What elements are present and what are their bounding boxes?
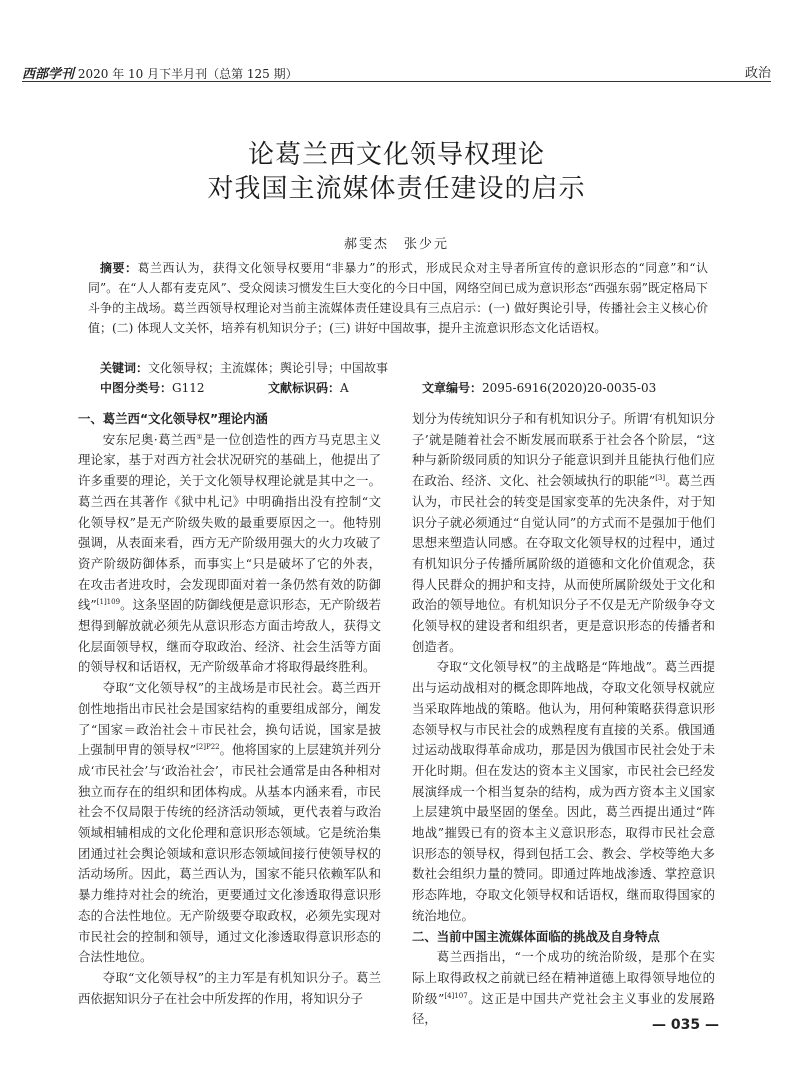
clc-number (100, 379, 205, 396)
doc-code (268, 379, 349, 396)
article-label: 文章编号： (422, 381, 483, 395)
footnote-marker: ① (196, 432, 203, 441)
article-value: 2095-6916(2020)20-0035-03 (482, 381, 657, 395)
citation-ref: [1]109 (96, 598, 121, 607)
paragraph: 葛兰西指出，“一个成功的统治阶级，是那个在实际上取得政权之前就已经在精神道德上取得领导地位的阶级”$^{[4]107}$。这正是中国共产党社会主义事业的发展路径， (412, 949, 715, 1027)
abstract-label: 摘要： (100, 261, 138, 275)
running-header (22, 59, 771, 83)
header-rule (22, 81, 771, 82)
paragraph: 夺取“文化领导权”的主战场是市民社会。葛兰西开创性地指出市民社会是国家结构的重要组成部分，阐发了“国家＝政治社会＋市民社会，换句话说，国家是披上强制甲胄的领导权”$^{[2]P22}$。他将国家的上层建筑并列分成‘市民社会’与‘政治社会’，市民社会通常是由各种相对独立而存在的组织和团体构成。从基本内涵来看，市民社会不仅局限于传统的经济活动领域，更代表着与政治领域相辅相成的文化伦理和意识形态领域。它是统治集团通过社会舆论领域和意识形态领域间接行使领导权的活动场所。因此，葛兰西认为，国家不能只依赖军队和暴力维持对社会的统治，更要通过文化渗透取得意识形态的合法性地位。无产阶级要夺取政权，必须先实现对市民社会的控制和领导，通过文化渗透取得意识形态的合法性地位。 (78, 680, 381, 965)
article-number (422, 379, 656, 396)
keywords-label: 关键词： (100, 361, 149, 375)
section-label: 政治 (744, 66, 771, 81)
right-column (412, 409, 715, 1030)
journal-masthead: 西部学刊 (22, 67, 75, 82)
title-line-1: 论葛兰西文化领导权理论 (247, 140, 545, 170)
paragraph: 划分为传统知识分子和有机知识分子。所谓‘有机知识分子’就是随着社会不断发展而联系于社会各个阶层，“这种与新阶级同质的知识分子能意识到并且能执行他们应在政治、经济、文化、社会领域执行的职能”[3]。葛兰西认为，市民社会的转变是国家变革的先决条件，对于知识分子就必须通过“自觉认同”的方式而不是强加于他们思想来塑造认同感。在夺取文化领导权的过程中，通过有机知识分子传播所属阶级的道德和文化价值观念，获得人民群众的拥护和支持，从而使所属阶级处于文化和政治的领导地位。有机知识分子不仅是无产阶级争夺文化领导权的建设者和组织者，更是意识形态的传播者和创造者。 (412, 411, 715, 654)
keywords (100, 358, 700, 378)
abstract (88, 258, 708, 338)
article-title (0, 138, 793, 206)
issue-info: 2020 年 10 月下半月刊（总第 125 期） (77, 67, 298, 81)
keywords-text: 文化领导权；主流媒体；舆论引导；中国故事 (148, 361, 389, 375)
doc-label: 文献标识码： (268, 381, 341, 395)
doc-value: A (340, 381, 349, 395)
paragraph: 夺取“文化领导权”的主战略是“阵地战”。葛兰西提出与运动战相对的概念即阵地战，夺取文化领导权就应当采取阵地战的策略。他认为，用何种策略获得意识形态领导权与市民社会的成熟程度有直接的关系。俄国通过运动战取得革命成功，那是因为俄国市民社会处于未开化时期。但在发达的资本主义国家，市民社会已经发展演绎成一个相当复杂的结构，成为西方资本主义国家上层建筑中最坚固的堡垒。因此，葛兰西提出通过“阵地战”摧毁已有的资本主义意识形态，取得市民社会意识形态的领导权，得到包括工会、教会、学校等绝大多数社会组织力量的赞同。即通过阵地战渗透、掌控意识形态阵地，夺取文化领导权和话语权，继而取得国家的统治地位。 (412, 659, 715, 923)
journal-issue-line (22, 63, 298, 82)
abstract-text: 葛兰西认为，获得文化领导权要用“非暴力”的形式，形成民众对主导者所宣传的意识形态的“同意”和“认同”。在“人人都有麦克风”、受众阅读习惯发生巨大变化的今日中国，网络空间已成为意识形态“西强东弱”既定格局下斗争的主战场。葛兰西领导权理论对当前主流媒体责任建设具有三点启示：(一) 做好舆论引导，传播社会主义核心价值；(二) 体现人文关怀，培养有机知识分子；(三) 讲好中国故事，提升主流意识形态文化话语权。 (88, 261, 708, 335)
left-column (78, 409, 381, 1009)
article-meta (100, 379, 720, 397)
citation-ref: [4]107 (444, 991, 468, 1000)
title-line-2: 对我国主流媒体责任建设的启示 (207, 174, 586, 204)
citation-ref: [3] (655, 473, 666, 482)
authors: 郝雯杰 张少元 (343, 237, 449, 252)
citation-ref: [2]P22 (196, 743, 220, 752)
section-heading-2: 二、当前中国主流媒体面临的挑战及自身特点 (412, 928, 660, 944)
page-number: — 035 — (652, 1017, 719, 1033)
section-heading-1: 一、葛兰西“文化领导权”理论内涵 (78, 411, 268, 426)
clc-value: G112 (172, 381, 205, 395)
paragraph: 安东尼奥·葛兰西①是一位创造性的西方马克思主义理论家，基于对西方社会状况研究的基础上，他提出了许多重要的理论，关于文化领导权理论就是其中之一。葛兰西在其著作《狱中札记》中明确指出没有控制“文化领导权”是无产阶级失败的最重要原因之一。他特别强调，从表面来看，西方无产阶级用强大的火力攻破了资产阶级防御体系，而事实上“只是破坏了它的外表，在攻击者进攻时，会发现即面对着一条仍然有效的防御线”$^{[1]109}$。这条坚固的防御线便是意识形态，无产阶级若想得到解放就必须先从意识形态方面击垮敌人，获得文化层面领导权，继而夺取政治、经济、社会生活等方面的领导权和话语权，无产阶级革命才将取得最终胜利。 (78, 431, 381, 675)
paragraph: 夺取“文化领导权”的主力军是有机知识分子。葛兰西依据知识分子在社会中所发挥的作用，将知识分子 (78, 969, 381, 1006)
clc-label: 中图分类号： (100, 381, 173, 395)
